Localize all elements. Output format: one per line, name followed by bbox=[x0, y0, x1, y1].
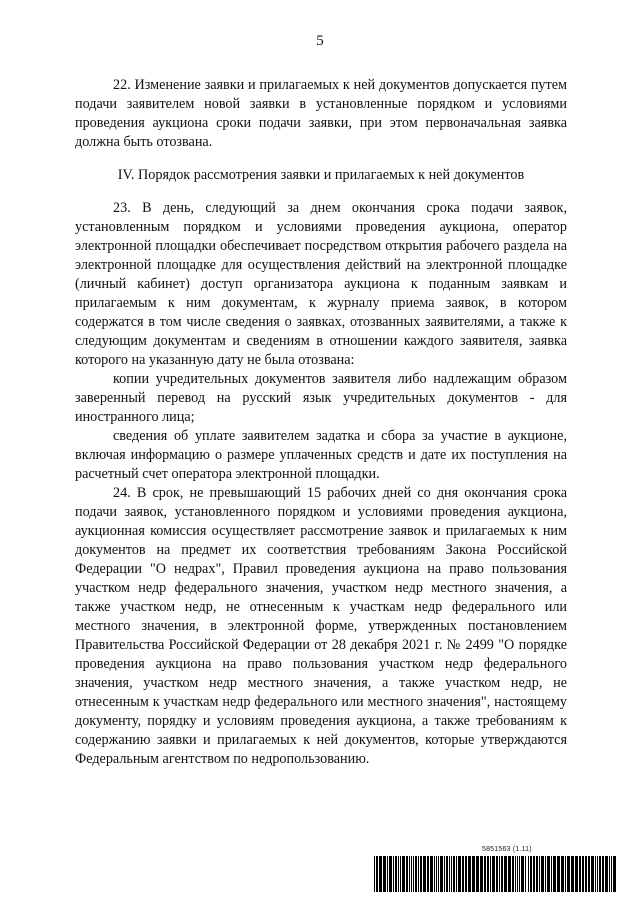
barcode-bar bbox=[458, 856, 461, 892]
barcode-bar bbox=[595, 856, 596, 892]
barcode-bar bbox=[517, 856, 518, 892]
barcode-bar bbox=[597, 856, 598, 892]
barcode bbox=[372, 846, 620, 894]
barcode-bar bbox=[588, 856, 590, 892]
barcode-bar bbox=[487, 856, 489, 892]
barcode-bar bbox=[406, 856, 408, 892]
barcode-bar bbox=[387, 856, 388, 892]
barcode-bar bbox=[374, 856, 375, 892]
barcode-bar bbox=[571, 856, 574, 892]
document-body bbox=[75, 76, 567, 769]
page-number: 5 bbox=[316, 33, 324, 49]
barcode-bar bbox=[508, 856, 511, 892]
barcode-bar bbox=[480, 856, 483, 892]
barcode-bar bbox=[393, 856, 394, 892]
barcode-bar bbox=[451, 856, 452, 892]
barcode-bar bbox=[599, 856, 601, 892]
barcode-bar bbox=[501, 856, 503, 892]
barcode-bar bbox=[591, 856, 594, 892]
barcode-bar bbox=[557, 856, 560, 892]
barcode-bar bbox=[530, 856, 532, 892]
barcode-bar bbox=[499, 856, 500, 892]
barcode-bar bbox=[541, 856, 544, 892]
paragraph-23-item-1: копии учредительных документов заявителя либо надлежащим образом заверенный перевод на русский язык учредительных документов - для иностранного лица; bbox=[75, 371, 567, 425]
barcode-bar bbox=[579, 856, 581, 892]
barcode-bar bbox=[434, 856, 435, 892]
barcode-bar bbox=[436, 856, 437, 892]
barcode-bar bbox=[398, 856, 399, 892]
barcode-icon bbox=[372, 856, 620, 892]
barcode-bar bbox=[462, 856, 464, 892]
barcode-bar bbox=[472, 856, 475, 892]
barcode-bar bbox=[528, 856, 529, 892]
barcode-bar bbox=[420, 856, 422, 892]
barcode-bar bbox=[402, 856, 405, 892]
barcode-bar bbox=[575, 856, 578, 892]
barcode-bar bbox=[567, 856, 570, 892]
barcode-bar bbox=[418, 856, 419, 892]
barcode-bar bbox=[446, 856, 448, 892]
barcode-bar bbox=[504, 856, 507, 892]
barcode-bar bbox=[519, 856, 520, 892]
barcode-bar bbox=[415, 856, 417, 892]
barcode-bar bbox=[547, 856, 550, 892]
barcode-bar bbox=[427, 856, 429, 892]
paragraph-22: 22. Изменение заявки и прилагаемых к ней документов допускается путем подачи заявителем новой заявки в установленные порядком и условиями проведения аукциона сроки подачи заявки, при этом первоначальная заявка должна быть отозвана. bbox=[75, 77, 567, 150]
barcode-bar bbox=[376, 856, 378, 892]
barcode-bar bbox=[602, 856, 604, 892]
barcode-bar bbox=[551, 856, 552, 892]
barcode-bar bbox=[383, 856, 386, 892]
barcode-bar bbox=[453, 856, 455, 892]
barcode-bar bbox=[553, 856, 556, 892]
barcode-bar bbox=[430, 856, 433, 892]
barcode-bar bbox=[490, 856, 491, 892]
barcode-bar bbox=[379, 856, 382, 892]
barcode-bar bbox=[395, 856, 397, 892]
barcode-bar bbox=[565, 856, 566, 892]
paragraph-23-item-2: сведения об уплате заявителем задатка и сбора за участие в аукционе, включая информацию о размере уплаченных средств и дате их поступления на расчетный счет оператора электронной площадки. bbox=[75, 428, 567, 482]
paragraph-23: 23. В день, следующий за днем окончания срока подачи заявок, установленным порядком и условиями проведения аукциона, оператор электронной площадки обеспечивает посредством открытия рабочего раздела на электронной площадке для осуществления действий на электронной площадке (личный кабинет) доступ организатора аукциона к поданным заявкам и прилагаемым к ним документам, к журналу приема заявок, в котором содержатся в том числе сведения о заявках, отозванных заявителями, а также к следующим документам и сведениям в отношении каждого заявителя, заявка которого на указанную дату не была отозвана: bbox=[75, 200, 567, 368]
barcode-bar bbox=[400, 856, 401, 892]
barcode-bar bbox=[585, 856, 587, 892]
barcode-bar bbox=[536, 856, 538, 892]
barcode-number: 5851563 (1.11) bbox=[482, 846, 532, 853]
barcode-bar bbox=[389, 856, 392, 892]
barcode-bar bbox=[449, 856, 450, 892]
barcode-bar bbox=[521, 856, 524, 892]
barcode-bar bbox=[409, 856, 410, 892]
barcode-bar bbox=[411, 856, 412, 892]
barcode-bar bbox=[413, 856, 414, 892]
paragraph-24: 24. В срок, не превышающий 15 рабочих дней со дня окончания срока подачи заявок, установленного порядком и условиями проведения аукциона, аукционная комиссия осуществляет рассмотрение заявок и прилагаемых к ним документов на предмет их соответствия требованиям Закона Российской Федерации "О недрах", Правил проведения аукциона на право пользования участком недр федерального значения, участком недр местного значения, а также участком недр, не отнесенным к участкам недр федерального или местного значения, в электронной форме, утвержденных постановлением Правительства Российской Федерации от 28 декабря 2021 г. № 2499 "О порядке проведения аукциона на право пользования участком недр федерального значения, участком недр местного значения, а также участком недр, не отнесенным к участкам недр федерального или местного значения", настоящему документу, порядку и условиям проведения аукциона, а также требованиям к содержанию заявки и прилагаемых к ней документов, которые утверждаются Федеральным агентством по недропользованию. bbox=[75, 485, 567, 767]
barcode-bar bbox=[545, 856, 546, 892]
barcode-bar bbox=[582, 856, 584, 892]
barcode-bar bbox=[525, 856, 526, 892]
barcode-bar bbox=[605, 856, 608, 892]
barcode-bar bbox=[609, 856, 610, 892]
barcode-bar bbox=[539, 856, 540, 892]
barcode-bar bbox=[468, 856, 471, 892]
barcode-bar bbox=[444, 856, 445, 892]
barcode-bar bbox=[492, 856, 495, 892]
barcode-bar bbox=[456, 856, 457, 892]
barcode-bar bbox=[476, 856, 479, 892]
barcode-bar bbox=[515, 856, 516, 892]
barcode-bar bbox=[561, 856, 564, 892]
barcode-bar bbox=[512, 856, 514, 892]
barcode-bar bbox=[440, 856, 443, 892]
barcode-bar bbox=[533, 856, 535, 892]
barcode-bar bbox=[465, 856, 467, 892]
barcode-bar bbox=[611, 856, 612, 892]
barcode-bar bbox=[613, 856, 616, 892]
barcode-bar bbox=[484, 856, 486, 892]
section-heading: IV. Порядок рассмотрения заявки и прилагаемых к ней документов bbox=[117, 167, 525, 183]
barcode-bar bbox=[438, 856, 439, 892]
barcode-bar bbox=[423, 856, 426, 892]
barcode-bar bbox=[496, 856, 498, 892]
